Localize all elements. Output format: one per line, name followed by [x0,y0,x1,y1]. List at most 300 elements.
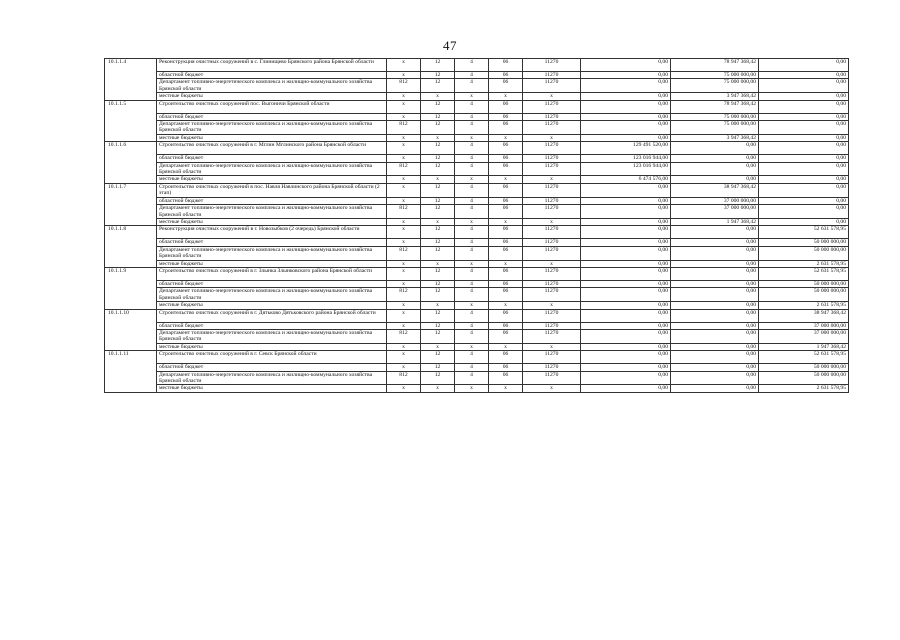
cell-value-3: 0,00 [759,134,849,141]
cell-subprogram: 06 [489,364,523,371]
cell-gr: х [387,302,421,309]
cell-rz: 12 [421,329,455,343]
cell-value-1: 0,00 [581,59,671,72]
table-row [105,197,849,204]
cell-name: Строительство очистных сооружений в г. Севск Брянской области [157,351,387,364]
cell-gr: х [387,343,421,350]
cell-rz: 12 [421,280,455,287]
cell-subprogram: 06 [489,162,523,176]
cell-subprogram: 06 [489,183,523,197]
cell-rz: х [421,260,455,267]
cell-target-code: 11270 [523,100,581,113]
cell-target-code: 11270 [523,113,581,120]
cell-pr: 4 [455,371,489,385]
cell-rz: х [421,302,455,309]
table-row [105,155,849,162]
cell-value-1: 0,00 [581,302,671,309]
cell-rz: 12 [421,309,455,322]
cell-value-3: 37 000 000,00 [759,322,849,329]
cell-value-2: 37 000 000,00 [671,197,759,204]
cell-name: областной бюджет [157,364,387,371]
cell-value-2: 0,00 [671,246,759,260]
table-row [105,72,849,79]
table-row [105,162,849,176]
cell-name: Департамент топливно-энергетического комплекса и жилищно-коммунального хозяйства Брянской области [157,246,387,260]
cell-value-2: 0,00 [671,364,759,371]
cell-gr: 812 [387,121,421,135]
cell-rz: 12 [421,239,455,246]
table-row [105,351,849,364]
cell-pr: 4 [455,72,489,79]
cell-rz: 12 [421,162,455,176]
cell-name: Строительство очистных сооружений в пос. Навля Навлинского района Брянской области (2 этап) [157,183,387,197]
cell-target-code: 11270 [523,309,581,322]
table-row [105,280,849,287]
cell-gr: х [387,113,421,120]
cell-name: областной бюджет [157,113,387,120]
cell-pr: 4 [455,239,489,246]
cell-gr: х [387,280,421,287]
table-row [105,267,849,280]
cell-value-3: 38 947 368,42 [759,309,849,322]
cell-value-2: 78 947 368,42 [671,100,759,113]
cell-target-code: 11270 [523,155,581,162]
cell-value-1: 0,00 [581,218,671,225]
cell-value-2: 3 947 368,42 [671,134,759,141]
cell-subprogram: 06 [489,205,523,219]
cell-target-code: 11270 [523,351,581,364]
section-code: 10.1.1.8 [105,226,157,268]
section-code: 10.1.1.6 [105,142,157,184]
cell-subprogram: 06 [489,226,523,239]
cell-value-1: 0,00 [581,351,671,364]
cell-value-3: 0,00 [759,113,849,120]
table-row [105,288,849,302]
cell-target-code: 11270 [523,183,581,197]
cell-target-code: 11270 [523,226,581,239]
cell-gr: х [387,239,421,246]
table-row [105,121,849,135]
cell-pr: 4 [455,79,489,93]
cell-gr: 812 [387,329,421,343]
cell-pr: 4 [455,162,489,176]
cell-target-code: 11270 [523,205,581,219]
cell-value-3: 0,00 [759,205,849,219]
cell-value-2: 0,00 [671,226,759,239]
cell-pr: 4 [455,351,489,364]
table-row [105,59,849,72]
cell-value-3: 50 000 000,00 [759,364,849,371]
cell-gr: 812 [387,205,421,219]
cell-value-2: 75 000 000,00 [671,113,759,120]
cell-subprogram: х [489,93,523,100]
cell-value-2: 3 947 368,42 [671,93,759,100]
cell-value-2: 0,00 [671,267,759,280]
cell-value-3: 50 000 000,00 [759,288,849,302]
page-number: 47 [443,38,457,53]
cell-subprogram: 06 [489,197,523,204]
cell-value-3: 52 631 578,95 [759,226,849,239]
cell-value-1: 0,00 [581,226,671,239]
cell-subprogram: 06 [489,288,523,302]
cell-target-code: х [523,302,581,309]
cell-rz: 12 [421,183,455,197]
cell-value-2: 75 000 000,00 [671,79,759,93]
cell-value-3: 50 000 000,00 [759,246,849,260]
cell-target-code: 11270 [523,322,581,329]
cell-value-1: 0,00 [581,134,671,141]
cell-subprogram: 06 [489,246,523,260]
cell-pr: 4 [455,183,489,197]
cell-target-code: 11270 [523,142,581,155]
cell-value-2: 0,00 [671,260,759,267]
cell-value-1: 0,00 [581,329,671,343]
cell-target-code: х [523,385,581,392]
table-row [105,364,849,371]
cell-rz: х [421,343,455,350]
cell-value-2: 0,00 [671,239,759,246]
cell-value-2: 0,00 [671,329,759,343]
cell-value-2: 0,00 [671,162,759,176]
cell-value-2: 0,00 [671,155,759,162]
cell-gr: х [387,364,421,371]
cell-value-1: 123 016 944,00 [581,162,671,176]
cell-target-code: х [523,134,581,141]
cell-subprogram: х [489,385,523,392]
table-row [105,142,849,155]
cell-pr: 4 [455,246,489,260]
cell-rz: х [421,176,455,183]
cell-subprogram: х [489,134,523,141]
cell-name: местные бюджеты [157,260,387,267]
cell-name: местные бюджеты [157,134,387,141]
cell-name: местные бюджеты [157,302,387,309]
cell-value-3: 0,00 [759,155,849,162]
cell-pr: х [455,343,489,350]
cell-subprogram: х [489,260,523,267]
cell-pr: 4 [455,155,489,162]
cell-value-1: 0,00 [581,113,671,120]
section-code: 10.1.1.11 [105,351,157,393]
cell-value-2: 0,00 [671,322,759,329]
cell-value-2: 0,00 [671,371,759,385]
cell-value-2: 0,00 [671,309,759,322]
cell-value-2: 0,00 [671,176,759,183]
cell-gr: 812 [387,288,421,302]
cell-rz: 12 [421,197,455,204]
cell-pr: х [455,218,489,225]
cell-target-code: х [523,93,581,100]
cell-rz: х [421,93,455,100]
cell-value-1: 0,00 [581,100,671,113]
cell-pr: 4 [455,309,489,322]
cell-target-code: 11270 [523,246,581,260]
cell-value-3: 37 000 000,00 [759,329,849,343]
cell-value-2: 38 947 368,42 [671,183,759,197]
cell-rz: 12 [421,155,455,162]
cell-value-3: 0,00 [759,121,849,135]
table-row [105,302,849,309]
cell-subprogram: 06 [489,267,523,280]
cell-pr: 4 [455,267,489,280]
table-row [105,322,849,329]
cell-value-3: 0,00 [759,79,849,93]
table-row [105,371,849,385]
cell-pr: 4 [455,364,489,371]
table-row [105,260,849,267]
cell-subprogram: 06 [489,100,523,113]
cell-pr: 4 [455,329,489,343]
cell-gr: х [387,218,421,225]
cell-rz: 12 [421,322,455,329]
cell-target-code: 11270 [523,162,581,176]
cell-value-3: 0,00 [759,142,849,155]
table-row [105,113,849,120]
cell-pr: 4 [455,197,489,204]
cell-subprogram: 06 [489,142,523,155]
cell-pr: 4 [455,322,489,329]
cell-value-2: 0,00 [671,280,759,287]
cell-subprogram: 06 [489,59,523,72]
cell-target-code: х [523,176,581,183]
table-row [105,329,849,343]
table-row [105,79,849,93]
cell-value-2: 75 000 000,00 [671,72,759,79]
cell-gr: х [387,351,421,364]
cell-target-code: 11270 [523,239,581,246]
cell-target-code: 11270 [523,288,581,302]
cell-value-1: 0,00 [581,239,671,246]
cell-subprogram: х [489,218,523,225]
cell-value-3: 0,00 [759,218,849,225]
cell-value-3: 0,00 [759,93,849,100]
cell-name: местные бюджеты [157,176,387,183]
cell-pr: 4 [455,280,489,287]
cell-gr: 812 [387,371,421,385]
cell-value-1: 0,00 [581,288,671,302]
cell-pr: 4 [455,113,489,120]
cell-gr: х [387,93,421,100]
cell-name: местные бюджеты [157,385,387,392]
cell-name: Департамент топливно-энергетического комплекса и жилищно-коммунального хозяйства Брянской области [157,79,387,93]
cell-subprogram: 06 [489,72,523,79]
table-row [105,100,849,113]
cell-rz: х [421,134,455,141]
cell-value-3: 0,00 [759,176,849,183]
cell-value-1: 0,00 [581,79,671,93]
cell-name: Реконструкция очистных сооружений в г. Новозыбков (2 очередь) Брянской области [157,226,387,239]
section-code: 10.1.1.10 [105,309,157,351]
cell-rz: 12 [421,351,455,364]
table-row [105,226,849,239]
cell-value-1: 129 491 520,00 [581,142,671,155]
cell-name: областной бюджет [157,280,387,287]
cell-subprogram: 06 [489,371,523,385]
cell-value-1: 0,00 [581,197,671,204]
cell-rz: 12 [421,79,455,93]
cell-value-3: 2 631 578,95 [759,385,849,392]
cell-pr: 4 [455,288,489,302]
cell-target-code: х [523,343,581,350]
cell-pr: х [455,134,489,141]
cell-value-1: 0,00 [581,183,671,197]
cell-value-3: 1 947 368,42 [759,343,849,350]
cell-name: Строительство очистных сооружений в г. Дятьково Дятьковского района Брянской области [157,309,387,322]
cell-rz: 12 [421,371,455,385]
cell-rz: х [421,218,455,225]
cell-pr: х [455,176,489,183]
cell-name: Строительство очистных сооружений пос. Выгоничи Брянской области [157,100,387,113]
table-row [105,385,849,392]
cell-name: Департамент топливно-энергетического комплекса и жилищно-коммунального хозяйства Брянской области [157,162,387,176]
cell-target-code: 11270 [523,364,581,371]
cell-value-3: 0,00 [759,100,849,113]
cell-name: местные бюджеты [157,93,387,100]
cell-subprogram: 06 [489,121,523,135]
cell-value-3: 2 631 578,95 [759,302,849,309]
cell-name: областной бюджет [157,155,387,162]
cell-pr: 4 [455,142,489,155]
cell-value-3: 50 000 000,00 [759,239,849,246]
cell-value-1: 0,00 [581,121,671,135]
cell-value-2: 0,00 [671,343,759,350]
cell-pr: х [455,93,489,100]
cell-target-code: 11270 [523,79,581,93]
cell-value-3: 52 631 578,95 [759,351,849,364]
cell-gr: х [387,176,421,183]
cell-subprogram: х [489,176,523,183]
cell-value-1: 123 016 944,00 [581,155,671,162]
cell-gr: х [387,59,421,72]
cell-value-2: 75 000 000,00 [671,121,759,135]
cell-subprogram: 06 [489,280,523,287]
table-body [105,59,849,393]
cell-gr: х [387,226,421,239]
cell-gr: х [387,155,421,162]
cell-value-1: 0,00 [581,343,671,350]
cell-name: областной бюджет [157,197,387,204]
cell-subprogram: 06 [489,155,523,162]
section-code: 10.1.1.5 [105,100,157,142]
table-row [105,218,849,225]
cell-pr: х [455,385,489,392]
cell-target-code: 11270 [523,371,581,385]
cell-subprogram: 06 [489,329,523,343]
cell-value-3: 0,00 [759,72,849,79]
cell-name: областной бюджет [157,72,387,79]
cell-gr: 812 [387,79,421,93]
table-row [105,343,849,350]
cell-name: областной бюджет [157,239,387,246]
cell-pr: х [455,260,489,267]
table-row [105,93,849,100]
cell-gr: х [387,197,421,204]
cell-value-2: 37 000 000,00 [671,205,759,219]
cell-rz: 12 [421,205,455,219]
cell-rz: 12 [421,364,455,371]
cell-value-1: 0,00 [581,309,671,322]
cell-name: Департамент топливно-энергетического комплекса и жилищно-коммунального хозяйства Брянской области [157,288,387,302]
cell-rz: 12 [421,226,455,239]
cell-rz: 12 [421,72,455,79]
cell-value-3: 52 631 578,95 [759,267,849,280]
cell-pr: 4 [455,100,489,113]
cell-rz: 12 [421,246,455,260]
cell-name: Департамент топливно-энергетического комплекса и жилищно-коммунального хозяйства Брянской области [157,371,387,385]
cell-value-2: 0,00 [671,142,759,155]
cell-value-3: 0,00 [759,162,849,176]
cell-gr: 812 [387,162,421,176]
cell-target-code: 11270 [523,59,581,72]
cell-name: Департамент топливно-энергетического комплекса и жилищно-коммунального хозяйства Брянской области [157,205,387,219]
cell-target-code: 11270 [523,280,581,287]
cell-gr: х [387,309,421,322]
cell-value-1: 0,00 [581,267,671,280]
section-code: 10.1.1.9 [105,267,157,309]
cell-pr: 4 [455,59,489,72]
cell-target-code: 11270 [523,329,581,343]
cell-value-2: 1 947 368,42 [671,218,759,225]
cell-name: областной бюджет [157,322,387,329]
cell-gr: х [387,322,421,329]
cell-gr: х [387,260,421,267]
cell-value-1: 0,00 [581,385,671,392]
cell-value-1: 0,00 [581,72,671,79]
cell-value-3: 50 000 000,00 [759,280,849,287]
cell-value-1: 0,00 [581,322,671,329]
cell-target-code: 11270 [523,197,581,204]
cell-value-2: 0,00 [671,385,759,392]
cell-value-3: 0,00 [759,197,849,204]
cell-rz: 12 [421,142,455,155]
cell-rz: 12 [421,59,455,72]
cell-pr: 4 [455,226,489,239]
cell-name: местные бюджеты [157,343,387,350]
cell-value-1: 0,00 [581,364,671,371]
table-row [105,176,849,183]
cell-value-1: 0,00 [581,246,671,260]
cell-gr: х [387,142,421,155]
cell-value-3: 0,00 [759,59,849,72]
section-code: 10.1.1.4 [105,59,157,101]
cell-name: Реконструкция очистных сооружений в с. Глинищево Брянского района Брянской области [157,59,387,72]
cell-value-3: 0,00 [759,183,849,197]
cell-gr: х [387,134,421,141]
table-row [105,246,849,260]
table-row [105,134,849,141]
cell-subprogram: 06 [489,239,523,246]
cell-rz: 12 [421,288,455,302]
cell-name: Строительство очистных сооружений в г. Мглин Мглинского района Брянской области [157,142,387,155]
cell-subprogram: 06 [489,351,523,364]
cell-value-3: 2 631 578,95 [759,260,849,267]
table-row [105,239,849,246]
cell-target-code: 11270 [523,72,581,79]
cell-rz: х [421,385,455,392]
cell-subprogram: 06 [489,322,523,329]
cell-name: Департамент топливно-энергетического комплекса и жилищно-коммунального хозяйства Брянской области [157,329,387,343]
cell-target-code: 11270 [523,267,581,280]
cell-rz: 12 [421,113,455,120]
cell-gr: х [387,267,421,280]
cell-value-1: 0,00 [581,280,671,287]
cell-value-2: 0,00 [671,302,759,309]
cell-target-code: 11270 [523,121,581,135]
cell-name: местные бюджеты [157,218,387,225]
cell-gr: 812 [387,246,421,260]
cell-name: Департамент топливно-энергетического комплекса и жилищно-коммунального хозяйства Брянской области [157,121,387,135]
cell-target-code: х [523,218,581,225]
